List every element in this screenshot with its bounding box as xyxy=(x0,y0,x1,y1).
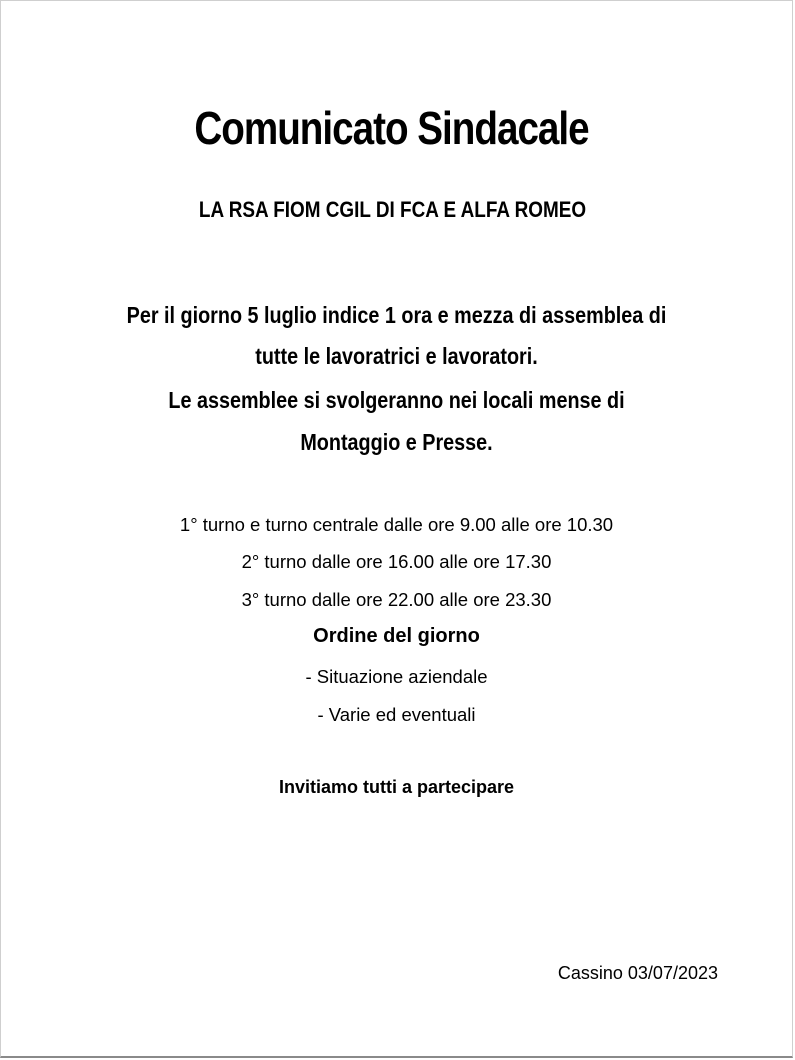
shift-line: 2° turno dalle ore 16.00 alle ore 17.30 xyxy=(241,551,552,572)
agenda-heading: Ordine del giorno xyxy=(313,625,480,647)
announcement-line: Le assemblee si svolgeranno nei locali mense di xyxy=(168,387,625,413)
shift-line: 1° turno e turno centrale dalle ore 9.00 alle ore 10.30 xyxy=(179,514,614,535)
announcement-line: tutte le lavoratrici e lavoratori. xyxy=(255,343,538,369)
place-date: Cassino 03/07/2023 xyxy=(557,963,718,983)
announcement-line: Montaggio e Presse. xyxy=(300,429,493,455)
announcement-line: Per il giorno 5 luglio indice 1 ora e mezza di assemblea di xyxy=(126,302,667,328)
invitation-text: Invitiamo tutti a partecipare xyxy=(278,777,515,797)
shift-line: 3° turno dalle ore 22.00 alle ore 23.30 xyxy=(241,589,552,610)
document-title: Comunicato Sindacale xyxy=(194,102,589,154)
agenda-item: - Varie ed eventuali xyxy=(317,704,476,725)
agenda-item: - Situazione aziendale xyxy=(305,666,488,687)
document-subtitle: LA RSA FIOM CGIL DI FCA E ALFA ROMEO xyxy=(198,197,587,222)
